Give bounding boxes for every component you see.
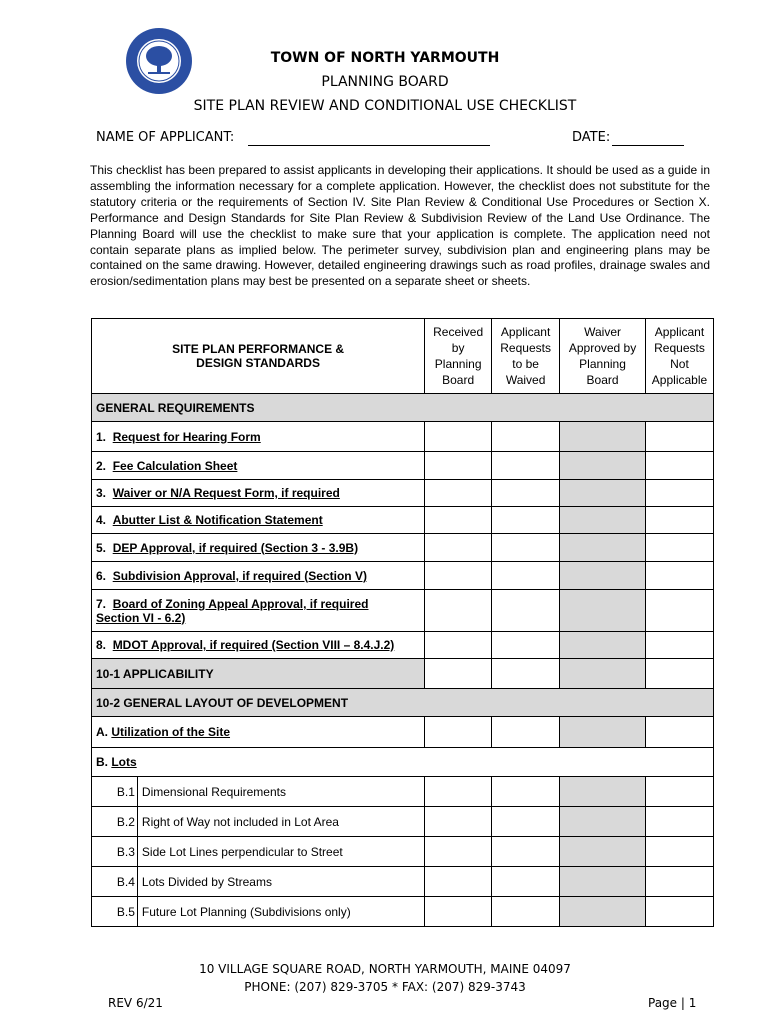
- checkbox-cell[interactable]: [425, 562, 492, 590]
- checkbox-cell[interactable]: [492, 422, 560, 452]
- checkbox-cell[interactable]: [645, 659, 713, 689]
- checkbox-cell[interactable]: [492, 507, 560, 534]
- checkbox-cell[interactable]: [560, 897, 646, 927]
- table-row: Lots Divided by Streams: [137, 867, 424, 897]
- table-row: 1. Request for Hearing Form: [92, 422, 425, 452]
- table-row: Side Lot Lines perpendicular to Street: [137, 837, 424, 867]
- checkbox-cell[interactable]: [492, 659, 560, 689]
- checkbox-cell[interactable]: [560, 590, 646, 632]
- checkbox-cell[interactable]: [645, 897, 713, 927]
- checkbox-cell[interactable]: [492, 837, 560, 867]
- checkbox-cell[interactable]: [425, 590, 492, 632]
- checkbox-cell[interactable]: [425, 422, 492, 452]
- checkbox-cell[interactable]: [425, 837, 492, 867]
- checkbox-cell[interactable]: [560, 807, 646, 837]
- checkbox-cell[interactable]: [560, 867, 646, 897]
- checkbox-cell[interactable]: [645, 452, 713, 480]
- document-title: SITE PLAN REVIEW AND CONDITIONAL USE CHECKLIST: [193, 98, 577, 114]
- footer-address: 10 VILLAGE SQUARE ROAD, NORTH YARMOUTH, MAINE 04097: [199, 962, 571, 976]
- table-row: A. Utilization of the Site: [92, 717, 425, 748]
- checkbox-cell[interactable]: [425, 807, 492, 837]
- table-header-standards: [92, 319, 425, 394]
- intro-paragraph: This checklist has been prepared to assist applicants in developing their applications. It should be used as a guide in assembling the information necessary for a complete application. However, the checklist does not substitute for the statutory criteria or the requirements of Section IV. Site Plan Review & Conditional Use Procedures or Section X. Performance and Design Standards for Site Plan Review & Subdivision Review of the Land Use Ordinance. The Planning Board will use the checklist to make sure that your application is complete. The application need not contain separate plans as implied below. The perimeter survey, subdivision plan and engineering plans may be contained on the same drawing. However, detailed engineering drawings such as road profiles, drainage swales and erosion/sedimentation plans may best be presented on a separate sheet or sheets.: [90, 163, 710, 289]
- checkbox-cell[interactable]: [645, 867, 713, 897]
- checkbox-cell[interactable]: [425, 717, 492, 748]
- checkbox-cell[interactable]: [645, 777, 713, 807]
- row-number: B.4: [92, 867, 138, 897]
- checkbox-cell[interactable]: [425, 777, 492, 807]
- col-not-applicable: Applicant Requests Not Applicable: [645, 319, 713, 394]
- checkbox-cell[interactable]: [560, 480, 646, 507]
- table-row: 7. Board of Zoning Appeal Approval, if required Section VI - 6.2): [92, 590, 425, 632]
- checkbox-cell[interactable]: [425, 480, 492, 507]
- col-received: Received by Planning Board: [425, 319, 492, 394]
- checklist-table: [91, 318, 714, 927]
- table-row: Dimensional Requirements: [137, 777, 424, 807]
- checkbox-cell[interactable]: [645, 480, 713, 507]
- row-number: B.2: [92, 807, 138, 837]
- checkbox-cell[interactable]: [645, 632, 713, 659]
- row-number: B.1: [92, 777, 138, 807]
- checkbox-cell[interactable]: [645, 807, 713, 837]
- row-number: B.5: [92, 897, 138, 927]
- table-row: 6. Subdivision Approval, if required (Section V): [92, 562, 425, 590]
- checkbox-cell[interactable]: [560, 837, 646, 867]
- checkbox-cell[interactable]: [492, 807, 560, 837]
- date-label: DATE:: [572, 130, 611, 145]
- checkbox-cell[interactable]: [492, 867, 560, 897]
- checkbox-cell[interactable]: [645, 562, 713, 590]
- footer-phone: PHONE: (207) 829-3705 * FAX: (207) 829-3743: [244, 980, 526, 994]
- checkbox-cell[interactable]: [492, 534, 560, 562]
- board-name: PLANNING BOARD: [321, 74, 449, 90]
- checkbox-cell[interactable]: [425, 632, 492, 659]
- applicant-name-field[interactable]: [248, 145, 490, 146]
- checkbox-cell[interactable]: [645, 507, 713, 534]
- revision-label: REV 6/21: [108, 996, 163, 1010]
- checkbox-cell[interactable]: [492, 562, 560, 590]
- section-general-requirements: GENERAL REQUIREMENTS: [92, 394, 714, 422]
- checkbox-cell[interactable]: [645, 717, 713, 748]
- checkbox-cell[interactable]: [492, 777, 560, 807]
- table-row: Right of Way not included in Lot Area: [137, 807, 424, 837]
- header-line-2: DESIGN STANDARDS: [196, 356, 320, 370]
- col-waiver-approved: Waiver Approved by Planning Board: [560, 319, 646, 394]
- checkbox-cell[interactable]: [492, 897, 560, 927]
- checkbox-cell[interactable]: [560, 777, 646, 807]
- col-applicant-waive: Applicant Requests to be Waived: [492, 319, 560, 394]
- checkbox-cell[interactable]: [425, 867, 492, 897]
- checkbox-cell[interactable]: [560, 422, 646, 452]
- section-general-layout: 10-2 GENERAL LAYOUT OF DEVELOPMENT: [92, 689, 714, 717]
- checkbox-cell[interactable]: [560, 717, 646, 748]
- checkbox-cell[interactable]: [645, 534, 713, 562]
- checkbox-cell[interactable]: [492, 590, 560, 632]
- page-number: Page | 1: [648, 996, 697, 1010]
- checkbox-cell[interactable]: [560, 507, 646, 534]
- checkbox-cell[interactable]: [645, 590, 713, 632]
- table-row: 2. Fee Calculation Sheet: [92, 452, 425, 480]
- checkbox-cell[interactable]: [492, 452, 560, 480]
- checkbox-cell[interactable]: [425, 534, 492, 562]
- checkbox-cell[interactable]: [560, 659, 646, 689]
- checkbox-cell[interactable]: [425, 507, 492, 534]
- checkbox-cell[interactable]: [425, 659, 492, 689]
- table-row: B. Lots: [92, 748, 714, 777]
- checkbox-cell[interactable]: [645, 837, 713, 867]
- checkbox-cell[interactable]: [645, 422, 713, 452]
- checkbox-cell[interactable]: [492, 717, 560, 748]
- town-name: TOWN OF NORTH YARMOUTH: [270, 50, 500, 66]
- table-row: 8. MDOT Approval, if required (Section VIII – 8.4.J.2): [92, 632, 425, 659]
- checkbox-cell[interactable]: [560, 632, 646, 659]
- table-row: 5. DEP Approval, if required (Section 3 - 3.9B): [92, 534, 425, 562]
- header-line-1: SITE PLAN PERFORMANCE &: [172, 342, 345, 356]
- checkbox-cell[interactable]: [425, 897, 492, 927]
- applicant-name-label: NAME OF APPLICANT:: [96, 130, 235, 145]
- checkbox-cell[interactable]: [492, 480, 560, 507]
- checkbox-cell[interactable]: [560, 562, 646, 590]
- table-row: 4. Abutter List & Notification Statement: [92, 507, 425, 534]
- checkbox-cell[interactable]: [560, 534, 646, 562]
- checkbox-cell[interactable]: [492, 632, 560, 659]
- date-field[interactable]: [612, 145, 684, 146]
- section-applicability: 10-1 APPLICABILITY: [92, 659, 425, 689]
- checkbox-cell[interactable]: [425, 452, 492, 480]
- row-number: B.3: [92, 837, 138, 867]
- checkbox-cell[interactable]: [560, 452, 646, 480]
- table-row: Future Lot Planning (Subdivisions only): [137, 897, 424, 927]
- table-row: 3. Waiver or N/A Request Form, if required: [92, 480, 425, 507]
